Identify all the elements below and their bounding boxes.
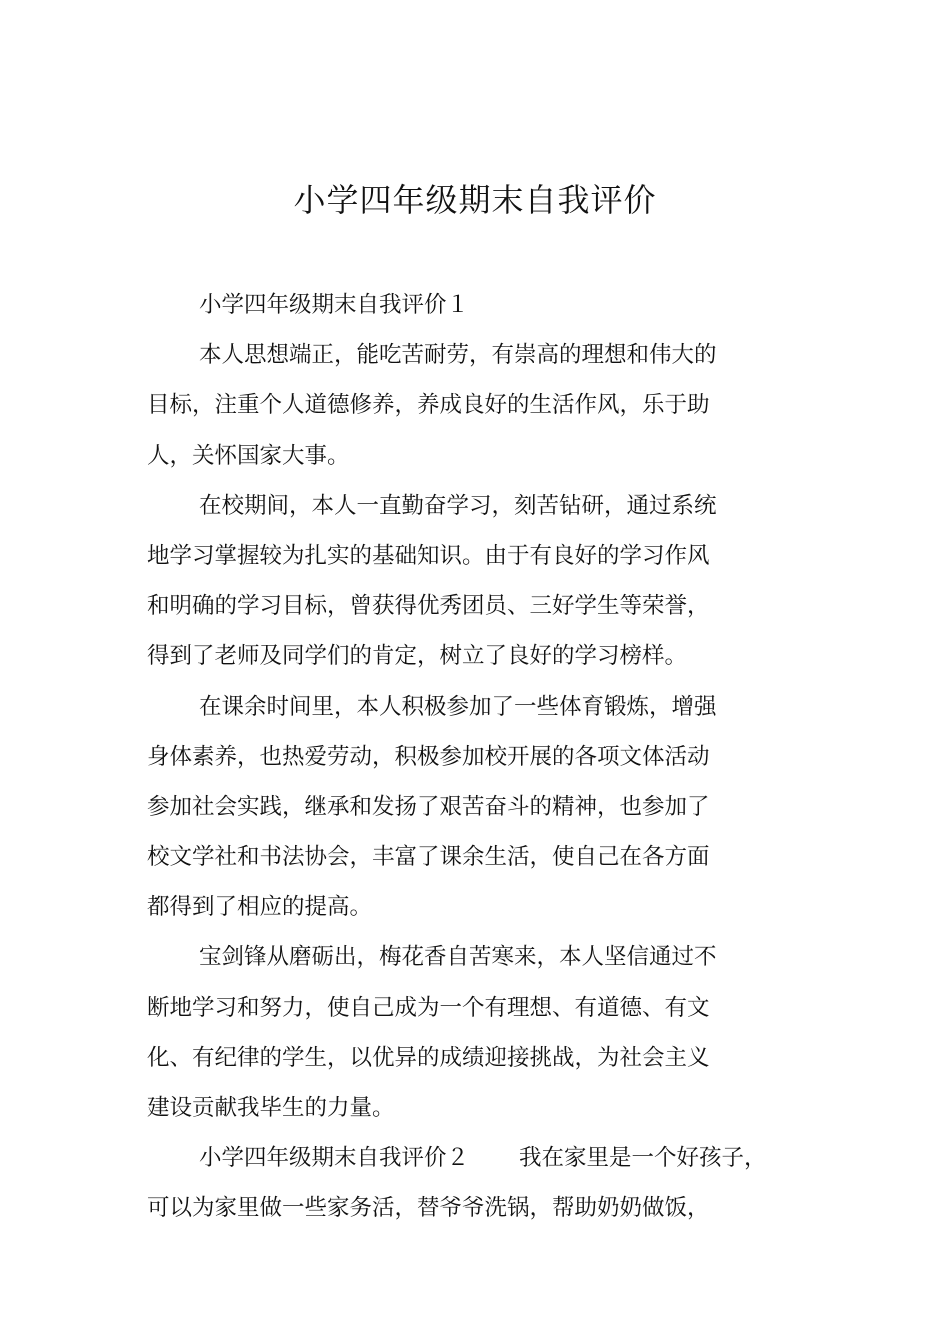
section-heading-1: 小学四年级期末自我评价１ — [199, 292, 470, 318]
paragraph-line: 建设贡献我毕生的力量。 — [147, 1095, 395, 1121]
paragraph-line: 在校期间，本人一直勤奋学习，刻苦钻研，通过系统 — [199, 492, 717, 519]
section-2 — [147, 1133, 815, 1233]
paragraph-line: 目标，注重个人道德修养，养成良好的生活作风，乐于助 — [147, 392, 710, 419]
paragraph-line: 参加社会实践，继承和发扬了艰苦奋斗的精神，也参加了 — [147, 793, 710, 820]
paragraph-1 — [147, 330, 815, 481]
paragraph-line: 断地学习和努力，使自己成为一个有理想、有道德、有文 — [147, 994, 710, 1021]
section-2-first-line — [147, 1133, 815, 1183]
paragraph-line: 校文学社和书法协会，丰富了课余生活，使自己在各方面 — [147, 844, 710, 871]
paragraph-line: 化、有纪律的学生，以优异的成绩迎接挑战，为社会主义 — [147, 1044, 710, 1071]
paragraph-line: 身体素养，也热爱劳动，积极参加校开展的各项文体活动 — [147, 743, 710, 770]
paragraph-line: 宝剑锋从磨砺出，梅花香自苦寒来，本人坚信通过不 — [199, 944, 717, 971]
section-2-text: 我在家里是一个好孩子， — [519, 1145, 767, 1172]
paragraph-line: 得到了老师及同学们的肯定，树立了良好的学习榜样。 — [147, 643, 688, 670]
paragraph-line: 人，关怀国家大事。 — [147, 442, 350, 469]
paragraph-3 — [147, 682, 815, 933]
paragraph-line: 和明确的学习目标，曾获得优秀团员、三好学生等荣誉， — [147, 593, 710, 620]
section-heading-2: 小学四年级期末自我评价２ — [199, 1145, 470, 1172]
paragraph-line: 地学习掌握较为扎实的基础知识。由于有良好的学习作风 — [147, 542, 710, 569]
paragraph-4 — [147, 932, 815, 1133]
paragraph-line: 本人思想端正，能吃苦耐劳，有崇高的理想和伟大的 — [199, 342, 717, 369]
paragraph-line: 都得到了相应的提高。 — [147, 894, 373, 921]
paragraph-line: 可以为家里做一些家务活，替爷爷洗锅，帮助奶奶做饭， — [147, 1195, 710, 1222]
paragraph-line: 在课余时间里，本人积极参加了一些体育锻炼，增强 — [199, 693, 717, 720]
document-title: 小学四年级期末自我评价 — [293, 181, 657, 219]
paragraph-2 — [147, 481, 815, 682]
document-body — [147, 280, 815, 1234]
